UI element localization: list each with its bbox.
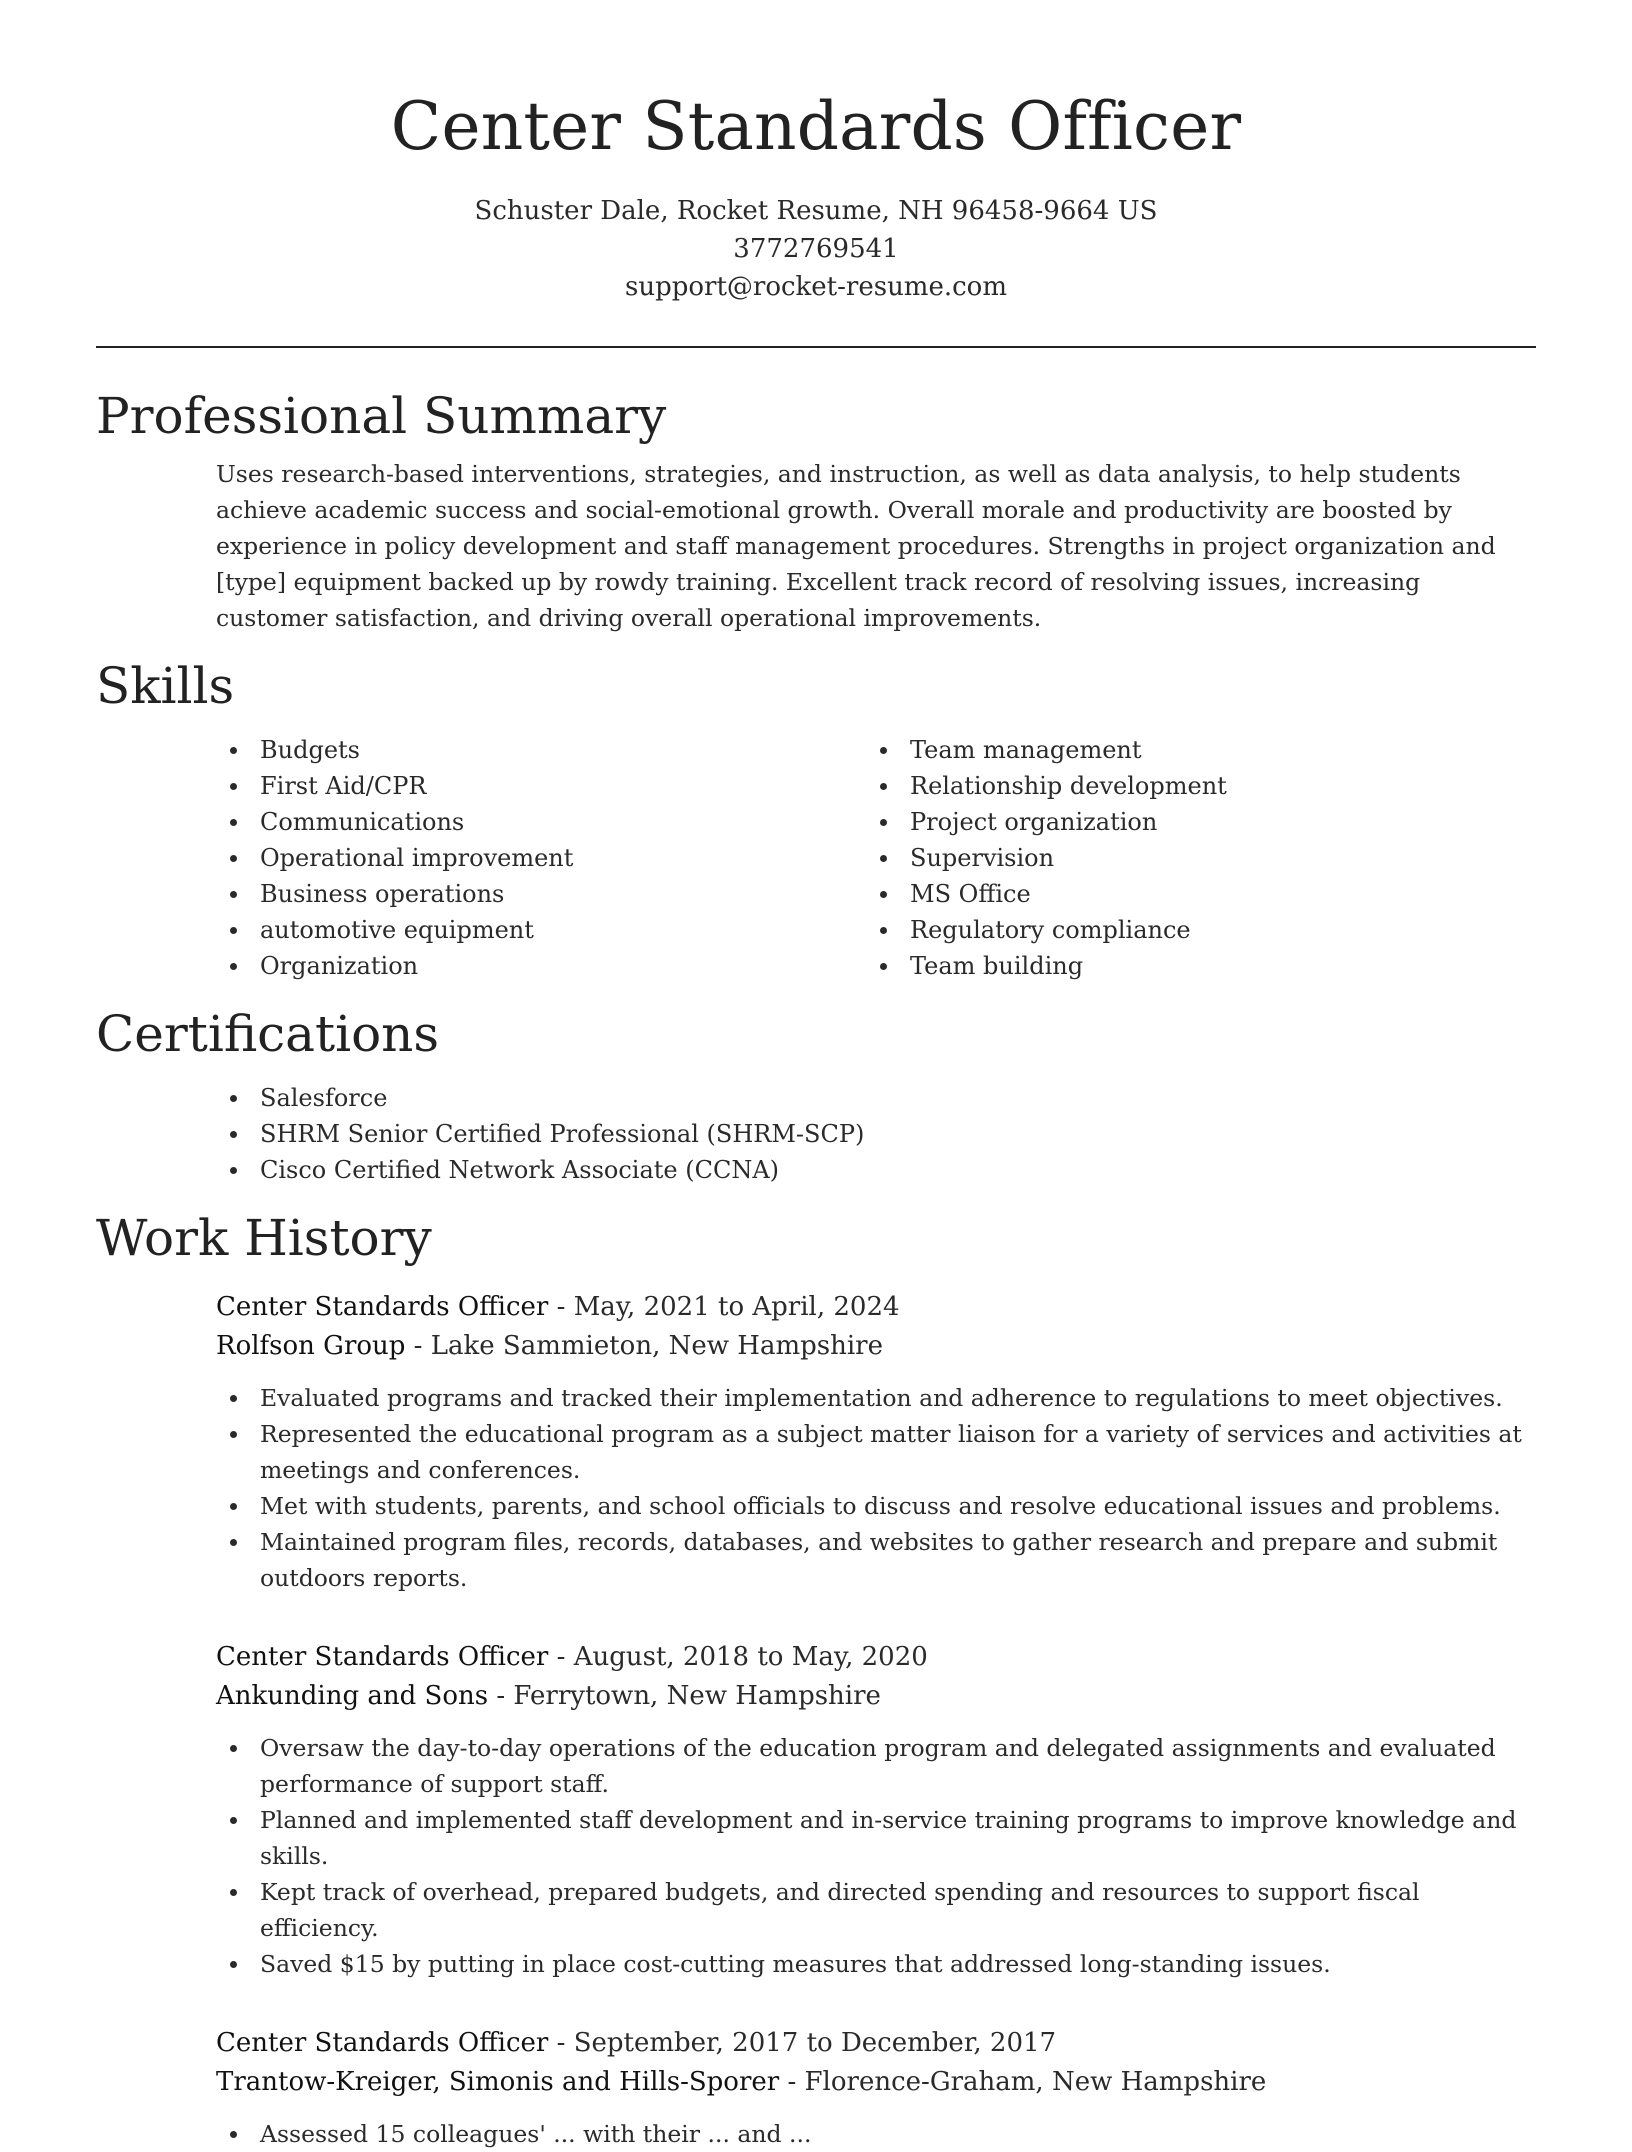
job-duty-item: Evaluated programs and tracked their implementation and adherence to regulations to meet objectives. — [216, 1380, 1536, 1416]
job-duties — [216, 1730, 1536, 1982]
work-history-heading: Work History — [96, 1209, 432, 1267]
job-company: Trantow-Kreiger, Simonis and Hills-Sporer — [216, 2067, 780, 2097]
job-dates: - May, 2021 to April, 2024 — [548, 1292, 900, 1322]
job-role: Center Standards Officer — [216, 2028, 549, 2058]
job-title-line — [216, 1638, 1536, 1677]
job-title-line — [216, 2024, 1536, 2063]
resume-header — [96, 0, 1536, 306]
job-duty-item: Oversaw the day-to-day operations of the education program and delegated assignments and evaluated performance of support staff. — [216, 1730, 1536, 1802]
job-location: - Ferrytown, New Hampshire — [488, 1681, 881, 1711]
skill-item: Organization — [216, 948, 866, 984]
certification-item: Cisco Certified Network Associate (CCNA) — [216, 1152, 1536, 1188]
skill-item: Supervision — [866, 840, 1536, 876]
job-duty-item: Assessed 15 colleagues' ... with their ... and ... — [216, 2116, 1536, 2152]
skill-item: MS Office — [866, 876, 1536, 912]
contact-info — [96, 192, 1536, 306]
summary-heading: Professional Summary — [96, 387, 667, 445]
job-dates: - September, 2017 to December, 2017 — [548, 2028, 1057, 2058]
job-duty-item: Saved $15 by putting in place cost-cutting measures that addressed long-standing issues. — [216, 1946, 1536, 1982]
skill-item: automotive equipment — [216, 912, 866, 948]
job-duty-item: Maintained program files, records, databases, and websites to gather research and prepare and submit outdoors reports. — [216, 1524, 1536, 1596]
skill-item: Team building — [866, 948, 1536, 984]
candidate-name: Center Standards Officer — [390, 88, 1242, 165]
job-employer-line — [216, 2063, 1536, 2102]
header-divider — [96, 346, 1536, 348]
job-dates: - August, 2018 to May, 2020 — [548, 1642, 928, 1672]
job-duties — [216, 2116, 1536, 2152]
job-entry — [96, 1638, 1536, 1982]
certification-item: SHRM Senior Certified Professional (SHRM-SCP) — [216, 1116, 1536, 1152]
job-company: Ankunding and Sons — [216, 1681, 489, 1711]
skill-item: Budgets — [216, 732, 866, 768]
job-title-line — [216, 1288, 1536, 1327]
skill-item: Communications — [216, 804, 866, 840]
certifications-heading: Certifications — [96, 1005, 440, 1063]
address: Schuster Dale, Rocket Resume, NH 96458-9664 US — [474, 196, 1158, 226]
job-duty-item: Planned and implemented staff development and in-service training programs to improve knowledge and skills. — [216, 1802, 1536, 1874]
skills-columns — [96, 732, 1536, 984]
job-duty-item: Met with students, parents, and school officials to discuss and resolve educational issues and problems. — [216, 1488, 1536, 1524]
job-role: Center Standards Officer — [216, 1292, 549, 1322]
skills-heading: Skills — [96, 657, 235, 715]
skill-item: First Aid/CPR — [216, 768, 866, 804]
email-address: support@rocket-resume.com — [624, 272, 1007, 302]
job-role: Center Standards Officer — [216, 1642, 549, 1672]
summary-section — [96, 384, 1536, 636]
certifications-list — [96, 1080, 1536, 1188]
job-employer-line — [216, 1677, 1536, 1716]
skill-item: Operational improvement — [216, 840, 866, 876]
job-duty-item: Kept track of overhead, prepared budgets, and directed spending and resources to support fiscal efficiency. — [216, 1874, 1536, 1946]
job-duties — [216, 1380, 1536, 1596]
skills-list-left — [216, 732, 866, 984]
phone-number: 3772769541 — [733, 234, 899, 264]
skill-item: Regulatory compliance — [866, 912, 1536, 948]
job-duty-item: Represented the educational program as a subject matter liaison for a variety of services and activities at meetings and conferences. — [216, 1416, 1536, 1488]
skill-item: Team management — [866, 732, 1536, 768]
certification-item: Salesforce — [216, 1080, 1536, 1116]
job-company: Rolfson Group — [216, 1331, 406, 1361]
skill-item: Business operations — [216, 876, 866, 912]
job-entry — [96, 1288, 1536, 1596]
skill-item: Relationship development — [866, 768, 1536, 804]
job-entry — [96, 2024, 1536, 2152]
skills-list-right — [866, 732, 1536, 984]
skills-section — [96, 654, 1536, 984]
summary-text: Uses research-based interventions, strategies, and instruction, as well as data analysis, to help students achieve academic success and social-emotional growth. Overall morale and productivity are boosted by experience in policy development and staff management procedures. Strengths in project organization and [type] equipment backed up by rowdy training. Excellent track record of resolving issues, increasing customer satisfaction, and driving overall operational improvements. — [216, 460, 1496, 632]
skill-item: Project organization — [866, 804, 1536, 840]
job-location: - Lake Sammieton, New Hampshire — [405, 1331, 883, 1361]
work-history-section — [96, 1206, 1536, 2152]
certifications-section — [96, 1002, 1536, 1188]
job-employer-line — [216, 1327, 1536, 1366]
job-location: - Florence-Graham, New Hampshire — [779, 2067, 1267, 2097]
